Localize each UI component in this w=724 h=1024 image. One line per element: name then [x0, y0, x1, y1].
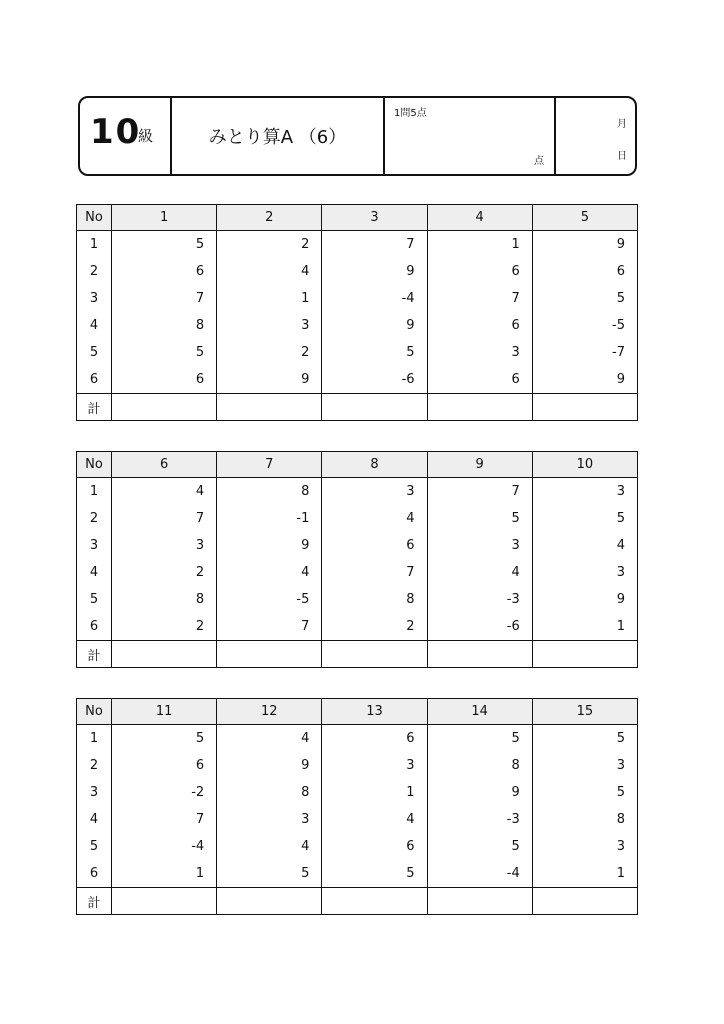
number-cell: 8	[427, 752, 532, 779]
score-unit: 点	[534, 156, 544, 167]
score-note: 1問5点	[394, 108, 427, 119]
number-cell: 1	[112, 860, 217, 888]
table-row	[77, 833, 638, 860]
total-row	[77, 888, 638, 915]
problem-number: 4	[427, 205, 532, 231]
problem-table-1	[76, 204, 638, 421]
number-cell: 1	[217, 285, 322, 312]
table-row	[77, 613, 638, 641]
number-cell: 2	[217, 339, 322, 366]
number-cell: 9	[532, 366, 637, 394]
number-cell: 4	[217, 258, 322, 285]
row-number: 1	[77, 478, 112, 506]
problem-table-3	[76, 698, 638, 915]
grade-number: 10	[90, 112, 142, 152]
answer-cell[interactable]	[427, 888, 532, 915]
number-cell: 2	[112, 559, 217, 586]
answer-cell[interactable]	[427, 394, 532, 421]
number-cell: 3	[532, 478, 637, 506]
row-number: 6	[77, 366, 112, 394]
number-cell: -3	[427, 586, 532, 613]
number-cell: 6	[532, 258, 637, 285]
table-row	[77, 258, 638, 285]
row-number: 2	[77, 752, 112, 779]
number-cell: -4	[112, 833, 217, 860]
number-cell: 4	[217, 559, 322, 586]
answer-cell[interactable]	[322, 888, 427, 915]
table-header-row	[77, 699, 638, 725]
answer-cell[interactable]	[532, 394, 637, 421]
row-number: 3	[77, 285, 112, 312]
number-cell: 7	[322, 231, 427, 259]
row-number: 3	[77, 779, 112, 806]
number-cell: 6	[112, 366, 217, 394]
table-row	[77, 285, 638, 312]
table-row	[77, 339, 638, 366]
table-row	[77, 312, 638, 339]
problem-number: 2	[217, 205, 322, 231]
number-cell: -5	[532, 312, 637, 339]
worksheet-title: みとり算A （6）	[208, 127, 347, 148]
table-header-row	[77, 452, 638, 478]
number-cell: 8	[112, 586, 217, 613]
table-row	[77, 559, 638, 586]
table-row	[77, 779, 638, 806]
table-header-row	[77, 205, 638, 231]
number-cell: -2	[112, 779, 217, 806]
number-cell: 9	[322, 312, 427, 339]
number-cell: -4	[322, 285, 427, 312]
number-cell: 9	[427, 779, 532, 806]
number-cell: 7	[112, 285, 217, 312]
no-header: No	[77, 452, 112, 478]
number-cell: 7	[112, 806, 217, 833]
table-row	[77, 231, 638, 259]
problem-number: 11	[112, 699, 217, 725]
number-cell: -6	[322, 366, 427, 394]
number-cell: 5	[112, 231, 217, 259]
number-cell: 5	[322, 860, 427, 888]
answer-cell[interactable]	[322, 394, 427, 421]
problem-number: 10	[532, 452, 637, 478]
number-cell: 8	[532, 806, 637, 833]
row-number: 4	[77, 806, 112, 833]
number-cell: 9	[217, 752, 322, 779]
row-number: 1	[77, 725, 112, 753]
problem-number: 8	[322, 452, 427, 478]
number-cell: 9	[217, 532, 322, 559]
number-cell: 4	[322, 505, 427, 532]
number-cell: 9	[532, 586, 637, 613]
number-cell: 8	[112, 312, 217, 339]
answer-cell[interactable]	[322, 641, 427, 668]
grade-suffix: 級	[138, 127, 154, 145]
month-label: 月	[617, 119, 627, 130]
row-number: 4	[77, 559, 112, 586]
number-cell: -5	[217, 586, 322, 613]
number-cell: 7	[112, 505, 217, 532]
number-cell: 3	[322, 478, 427, 506]
number-cell: 5	[112, 339, 217, 366]
row-number: 3	[77, 532, 112, 559]
problem-number: 1	[112, 205, 217, 231]
number-cell: 1	[532, 860, 637, 888]
number-cell: 6	[427, 366, 532, 394]
row-number: 4	[77, 312, 112, 339]
number-cell: -6	[427, 613, 532, 641]
answer-cell[interactable]	[217, 394, 322, 421]
problem-number: 12	[217, 699, 322, 725]
number-cell: 3	[532, 833, 637, 860]
number-cell: 6	[427, 258, 532, 285]
number-cell: 1	[427, 231, 532, 259]
number-cell: 2	[112, 613, 217, 641]
grade-cell	[80, 98, 172, 174]
answer-cell[interactable]	[217, 641, 322, 668]
number-cell: 1	[532, 613, 637, 641]
number-cell: 5	[217, 860, 322, 888]
table-row	[77, 860, 638, 888]
number-cell: 7	[217, 613, 322, 641]
number-cell: 5	[112, 725, 217, 753]
number-cell: 7	[427, 285, 532, 312]
number-cell: 5	[427, 833, 532, 860]
number-cell: -4	[427, 860, 532, 888]
number-cell: 4	[217, 833, 322, 860]
day-label: 日	[617, 151, 627, 162]
table-row	[77, 752, 638, 779]
no-header: No	[77, 699, 112, 725]
number-cell: 5	[427, 505, 532, 532]
number-cell: -1	[217, 505, 322, 532]
table-row	[77, 586, 638, 613]
number-cell: 3	[427, 339, 532, 366]
worksheet-header	[78, 96, 637, 176]
number-cell: 3	[427, 532, 532, 559]
problem-number: 14	[427, 699, 532, 725]
number-cell: 5	[427, 725, 532, 753]
number-cell: 8	[217, 478, 322, 506]
no-header: No	[77, 205, 112, 231]
number-cell: 6	[112, 752, 217, 779]
problem-number: 15	[532, 699, 637, 725]
number-cell: 3	[217, 806, 322, 833]
answer-cell[interactable]	[112, 641, 217, 668]
problem-number: 9	[427, 452, 532, 478]
row-number: 5	[77, 833, 112, 860]
problem-table-2	[76, 451, 638, 668]
row-number: 1	[77, 231, 112, 259]
title-cell	[172, 98, 385, 174]
number-cell: 5	[532, 505, 637, 532]
problem-number: 5	[532, 205, 637, 231]
number-cell: 6	[427, 312, 532, 339]
score-cell[interactable]	[385, 98, 556, 174]
number-cell: 5	[532, 779, 637, 806]
answer-cell[interactable]	[112, 888, 217, 915]
problem-number: 7	[217, 452, 322, 478]
row-number: 5	[77, 339, 112, 366]
number-cell: 5	[322, 339, 427, 366]
answer-cell[interactable]	[532, 888, 637, 915]
answer-cell[interactable]	[217, 888, 322, 915]
number-cell: 2	[322, 613, 427, 641]
number-cell: 9	[217, 366, 322, 394]
number-cell: 6	[322, 833, 427, 860]
row-number: 5	[77, 586, 112, 613]
problem-number: 3	[322, 205, 427, 231]
table-row	[77, 532, 638, 559]
number-cell: 8	[217, 779, 322, 806]
number-cell: 3	[112, 532, 217, 559]
table-row	[77, 505, 638, 532]
table-row	[77, 806, 638, 833]
number-cell: 7	[427, 478, 532, 506]
number-cell: 4	[532, 532, 637, 559]
answer-cell[interactable]	[532, 641, 637, 668]
total-row	[77, 394, 638, 421]
number-cell: 3	[532, 752, 637, 779]
number-cell: 3	[217, 312, 322, 339]
total-row	[77, 641, 638, 668]
number-cell: -7	[532, 339, 637, 366]
number-cell: 9	[532, 231, 637, 259]
number-cell: 5	[532, 285, 637, 312]
number-cell: 4	[427, 559, 532, 586]
number-cell: -3	[427, 806, 532, 833]
problem-number: 6	[112, 452, 217, 478]
number-cell: 3	[322, 752, 427, 779]
number-cell: 6	[112, 258, 217, 285]
total-label: 計	[77, 888, 112, 915]
number-cell: 7	[322, 559, 427, 586]
answer-cell[interactable]	[112, 394, 217, 421]
problem-number: 13	[322, 699, 427, 725]
table-row	[77, 725, 638, 753]
number-cell: 3	[532, 559, 637, 586]
row-number: 6	[77, 860, 112, 888]
row-number: 2	[77, 505, 112, 532]
answer-cell[interactable]	[427, 641, 532, 668]
number-cell: 2	[217, 231, 322, 259]
row-number: 2	[77, 258, 112, 285]
number-cell: 5	[532, 725, 637, 753]
number-cell: 4	[217, 725, 322, 753]
number-cell: 4	[112, 478, 217, 506]
table-row	[77, 478, 638, 506]
table-row	[77, 366, 638, 394]
number-cell: 1	[322, 779, 427, 806]
number-cell: 6	[322, 725, 427, 753]
total-label: 計	[77, 394, 112, 421]
number-cell: 8	[322, 586, 427, 613]
date-cell[interactable]	[556, 98, 635, 174]
number-cell: 4	[322, 806, 427, 833]
number-cell: 9	[322, 258, 427, 285]
row-number: 6	[77, 613, 112, 641]
number-cell: 6	[322, 532, 427, 559]
total-label: 計	[77, 641, 112, 668]
